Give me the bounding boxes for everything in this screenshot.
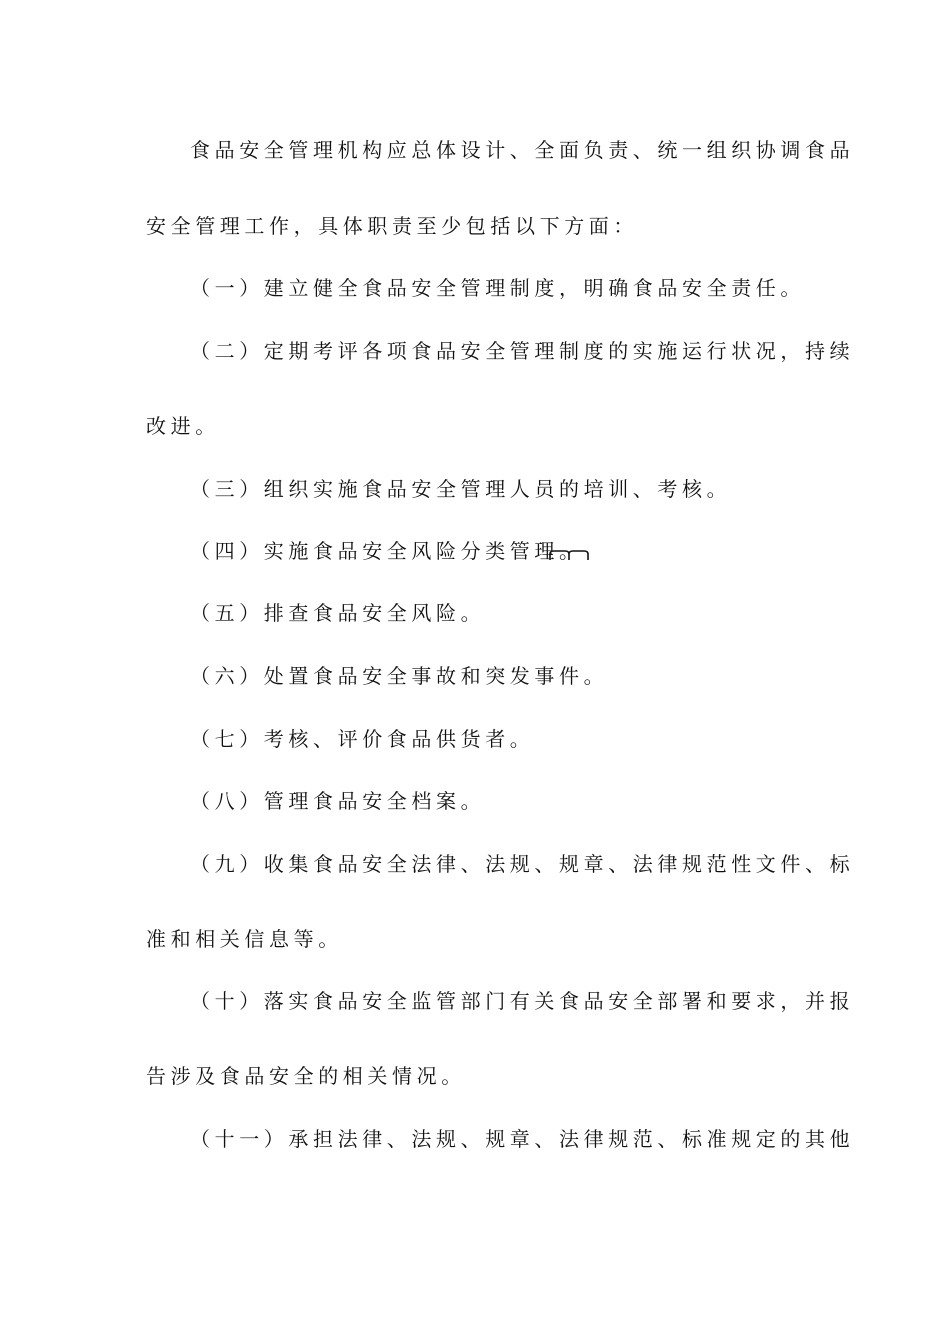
item-10-line-2: 告涉及食品安全的相关情况。 bbox=[146, 1064, 466, 1088]
item-3: （三）组织实施食品安全管理人员的培训、考核。 bbox=[190, 477, 732, 501]
item-8: （八）管理食品安全档案。 bbox=[190, 789, 486, 813]
item-6: （六）处置食品安全事故和突发事件。 bbox=[190, 664, 609, 688]
item-11-line-1: （十一）承担法律、法规、规章、法律规范、标准规定的其他 bbox=[190, 1127, 855, 1151]
item-9-line-1: （九）收集食品安全法律、法规、规章、法律规范性文件、标 bbox=[190, 852, 855, 876]
item-4: （四）实施食品安全风险分类管理。 bbox=[190, 539, 584, 563]
item-10-line-1: （十）落实食品安全监管部门有关食品安全部署和要求，并报 bbox=[190, 989, 855, 1013]
bracket-mark-icon bbox=[548, 548, 590, 562]
paragraph-intro-line-2: 安全管理工作，具体职责至少包括以下方面： bbox=[146, 214, 638, 238]
paragraph-intro-line-1: 食品安全管理机构应总体设计、全面负责、统一组织协调食品 bbox=[190, 138, 855, 162]
item-7: （七）考核、评价食品供货者。 bbox=[190, 727, 535, 751]
item-2-line-1: （二）定期考评各项食品安全管理制度的实施运行状况，持续 bbox=[190, 339, 855, 363]
item-9-line-2: 准和相关信息等。 bbox=[146, 927, 343, 951]
item-2-line-2: 改进。 bbox=[146, 414, 220, 438]
item-1: （一）建立健全食品安全管理制度，明确食品安全责任。 bbox=[190, 276, 805, 300]
item-5: （五）排查食品安全风险。 bbox=[190, 601, 486, 625]
